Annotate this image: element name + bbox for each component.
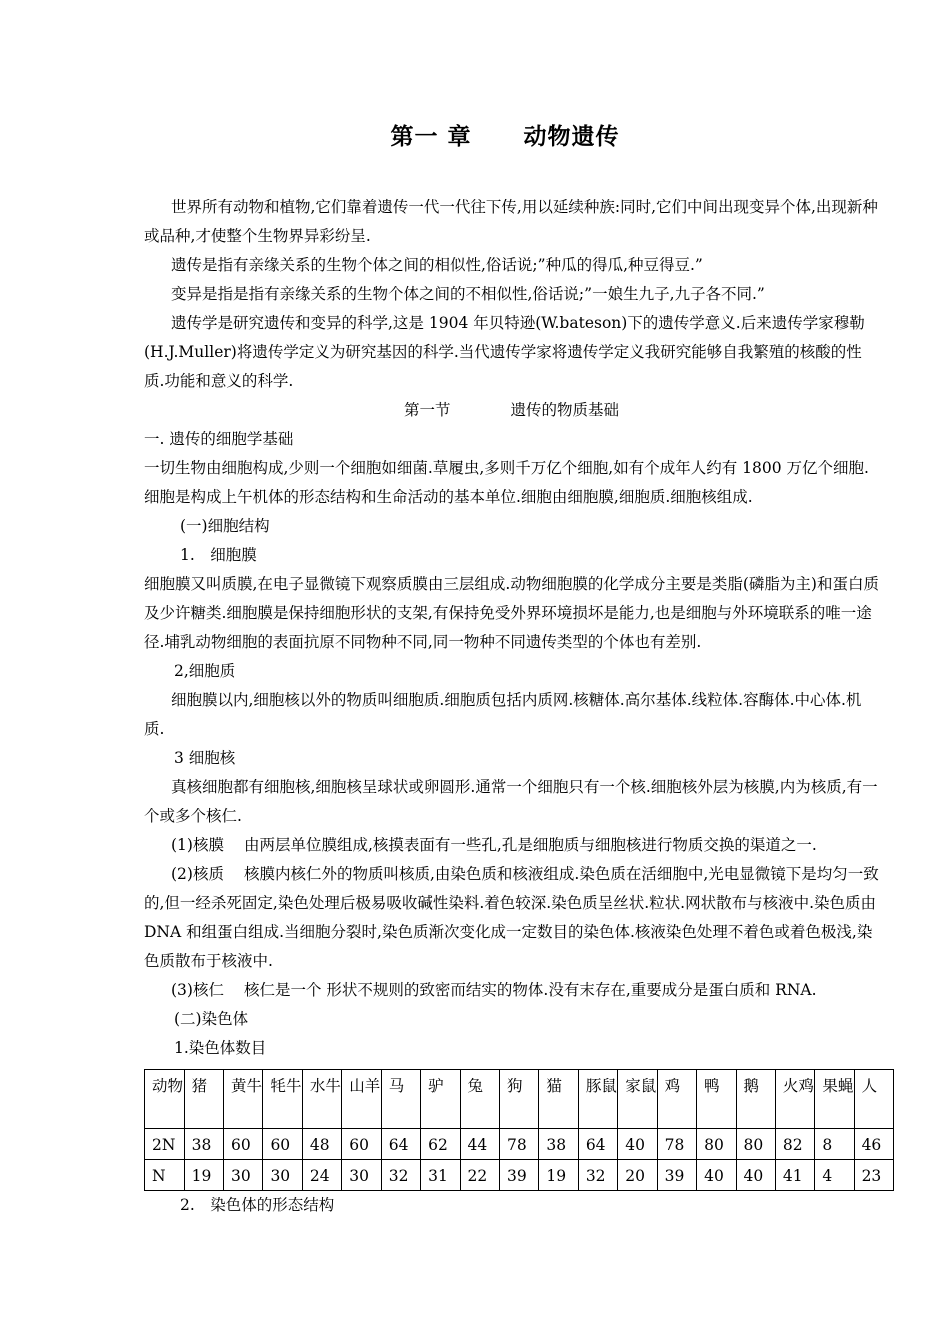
table-cell: 62 xyxy=(421,1129,460,1160)
table-cell: 60 xyxy=(342,1129,381,1160)
table-cell: 23 xyxy=(854,1160,893,1191)
nuclear-membrane-paragraph: (1)核膜 由两层单位膜组成,核摸表面有一些孔,孔是细胞质与细胞核进行物质交换的渠道之一. xyxy=(171,836,817,854)
table-cell: 41 xyxy=(775,1160,814,1191)
table-cell: 19 xyxy=(539,1160,578,1191)
table-cell: 鸭 xyxy=(697,1070,736,1129)
table-cell: 猪 xyxy=(184,1070,223,1129)
table-cell: 30 xyxy=(342,1160,381,1191)
table-cell: 64 xyxy=(578,1129,617,1160)
table-cell: 40 xyxy=(697,1160,736,1191)
intro-paragraph: 遗传是指有亲缘关系的生物个体之间的相似性,俗话说;”种瓜的得瓜,种豆得豆.” xyxy=(171,256,703,274)
item-heading: 1. 细胞膜 xyxy=(180,546,257,564)
section-name: 遗传的物质基础 xyxy=(510,401,620,419)
table-cell: 78 xyxy=(499,1129,538,1160)
item-label: (1)核膜 xyxy=(171,836,224,854)
item-label: (3)核仁 xyxy=(171,981,224,999)
table-cell: 家鼠 xyxy=(618,1070,657,1129)
table-cell: 80 xyxy=(697,1129,736,1160)
table-cell: 22 xyxy=(460,1160,499,1191)
table-cell: 40 xyxy=(618,1129,657,1160)
table-row xyxy=(145,1129,894,1160)
table-cell: 82 xyxy=(775,1129,814,1160)
table-cell: N xyxy=(145,1160,185,1191)
cytoplasm-paragraph: 细胞膜以内,细胞核以外的物质叫细胞质.细胞质包括内质网.核糖体.高尔基体.线粒体.容酶体.中心体.机质. xyxy=(144,691,862,738)
document-body xyxy=(144,193,882,1220)
section-number: 第一节 xyxy=(403,401,451,419)
intro-paragraph: 变异是指是指有亲缘关系的生物个体之间的不相似性,俗话说;”一娘生九子,九子各不同.” xyxy=(171,285,765,303)
table-cell: 山羊 xyxy=(342,1070,381,1129)
table-cell: 30 xyxy=(224,1160,263,1191)
part-paragraph: 一切生物由细胞构成,少则一个细胞如细菌.草履虫,多则千万亿个细胞,如有个成年人约有 1800 万亿个细胞.细胞是构成上午机体的形态结构和生命活动的基本单位.细胞由细胞膜,细胞质.细胞核组成. xyxy=(144,459,869,506)
table-cell: 78 xyxy=(657,1129,696,1160)
table-cell: 39 xyxy=(657,1160,696,1191)
part-heading: 一. 遗传的细胞学基础 xyxy=(144,430,294,448)
table-cell: 火鸡 xyxy=(775,1070,814,1129)
table-cell: 驴 xyxy=(421,1070,460,1129)
nucleoplasm-paragraph: (2)核质 核膜内核仁外的物质叫核质,由染色质和核液组成.染色质在活细胞中,光电显微镜下是均匀一致的,但一经杀死固定,染色处理后极易吸收碱性染料.着色较深.染色质呈丝状.粒状.网状散布与核液中.染色质由 DNA 和组蛋白组成.当细胞分裂时,染色质渐次变化成一定数目的染色体.核液染色处理不着色或着色极浅,染色质散布于核液中. xyxy=(144,865,879,970)
table-cell: 32 xyxy=(381,1160,420,1191)
section-heading xyxy=(144,396,879,425)
table-cell: 48 xyxy=(302,1129,341,1160)
item-heading: 1.染色体数目 xyxy=(174,1039,267,1057)
table-cell: 32 xyxy=(578,1160,617,1191)
table-cell: 19 xyxy=(184,1160,223,1191)
item-heading: 2,细胞质 xyxy=(174,662,236,680)
table-cell: 豚鼠 xyxy=(578,1070,617,1129)
table-cell: 38 xyxy=(539,1129,578,1160)
table-cell: 46 xyxy=(854,1129,893,1160)
table-cell: 20 xyxy=(618,1160,657,1191)
table-cell: 2N xyxy=(145,1129,185,1160)
nucleolus-paragraph: (3)核仁 核仁是一个 形状不规则的致密而结实的物体.没有末存在,重要成分是蛋白质和 RNA. xyxy=(171,981,817,999)
membrane-paragraph: 细胞膜又叫质膜,在电子显微镜下观察质膜由三层组成.动物细胞膜的化学成分主要是类脂(磷脂为主)和蛋白质及少许糖类.细胞膜是保持细胞形状的支架,有保持免受外界环境损坏是能力,也是细胞与外环境联系的唯一途径.埔乳动物细胞的表面抗原不同物种不同,同一物种不同遗传类型的个体也有差别. xyxy=(144,575,879,651)
table-cell: 鹅 xyxy=(736,1070,775,1129)
table-cell: 猫 xyxy=(539,1070,578,1129)
item-heading: 2. 染色体的形态结构 xyxy=(180,1196,335,1214)
table-cell: 39 xyxy=(499,1160,538,1191)
table-cell: 人 xyxy=(854,1070,893,1129)
table-cell: 44 xyxy=(460,1129,499,1160)
nucleus-paragraph: 真核细胞都有细胞核,细胞核呈球状或卵圆形.通常一个细胞只有一个核.细胞核外层为核膜,内为核质,有一个或多个核仁. xyxy=(144,778,878,825)
table-row xyxy=(145,1160,894,1191)
table-cell: 80 xyxy=(736,1129,775,1160)
table-cell: 38 xyxy=(184,1129,223,1160)
chromosome-count-table xyxy=(144,1069,894,1191)
table-cell: 64 xyxy=(381,1129,420,1160)
intro-paragraph: 遗传学是研究遗传和变异的科学,这是 1904 年贝特逊(W.bateson)下的遗传学意义.后来遗传学家穆勒(H.J.Muller)将遗传学定义为研究基因的科学.当代遗传学家将遗传学定义我研究能够自我繁殖的核酸的性质.功能和意义的科学. xyxy=(144,314,865,390)
table-cell: 24 xyxy=(302,1160,341,1191)
table-cell: 40 xyxy=(736,1160,775,1191)
table-cell: 60 xyxy=(224,1129,263,1160)
chapter-name: 动物遗传 xyxy=(523,124,620,150)
table-header-row xyxy=(145,1070,894,1129)
table-cell: 黄牛 xyxy=(224,1070,263,1129)
table-cell: 兔 xyxy=(460,1070,499,1129)
table-cell: 30 xyxy=(263,1160,302,1191)
table-cell: 马 xyxy=(381,1070,420,1129)
chapter-title xyxy=(0,118,950,151)
item-heading: 3 细胞核 xyxy=(174,749,236,767)
intro-paragraph: 世界所有动物和植物,它们靠着遗传一代一代往下传,用以延续种族:同时,它们中间出现变异个体,出现新种或品种,才使整个生物界异彩纷呈. xyxy=(144,198,878,245)
table-cell: 4 xyxy=(815,1160,854,1191)
subsection-heading: (二)染色体 xyxy=(174,1010,249,1028)
table-cell: 动物 xyxy=(145,1070,185,1129)
table-cell: 60 xyxy=(263,1129,302,1160)
table-cell: 果蝇 xyxy=(815,1070,854,1129)
table-cell: 牦牛 xyxy=(263,1070,302,1129)
subsection-heading: (一)细胞结构 xyxy=(180,517,270,535)
table-cell: 水牛 xyxy=(302,1070,341,1129)
table-cell: 31 xyxy=(421,1160,460,1191)
table-cell: 8 xyxy=(815,1129,854,1160)
item-label: (2)核质 xyxy=(171,865,224,883)
table-cell: 狗 xyxy=(499,1070,538,1129)
table-cell: 鸡 xyxy=(657,1070,696,1129)
chapter-number: 第一 章 xyxy=(390,124,472,150)
